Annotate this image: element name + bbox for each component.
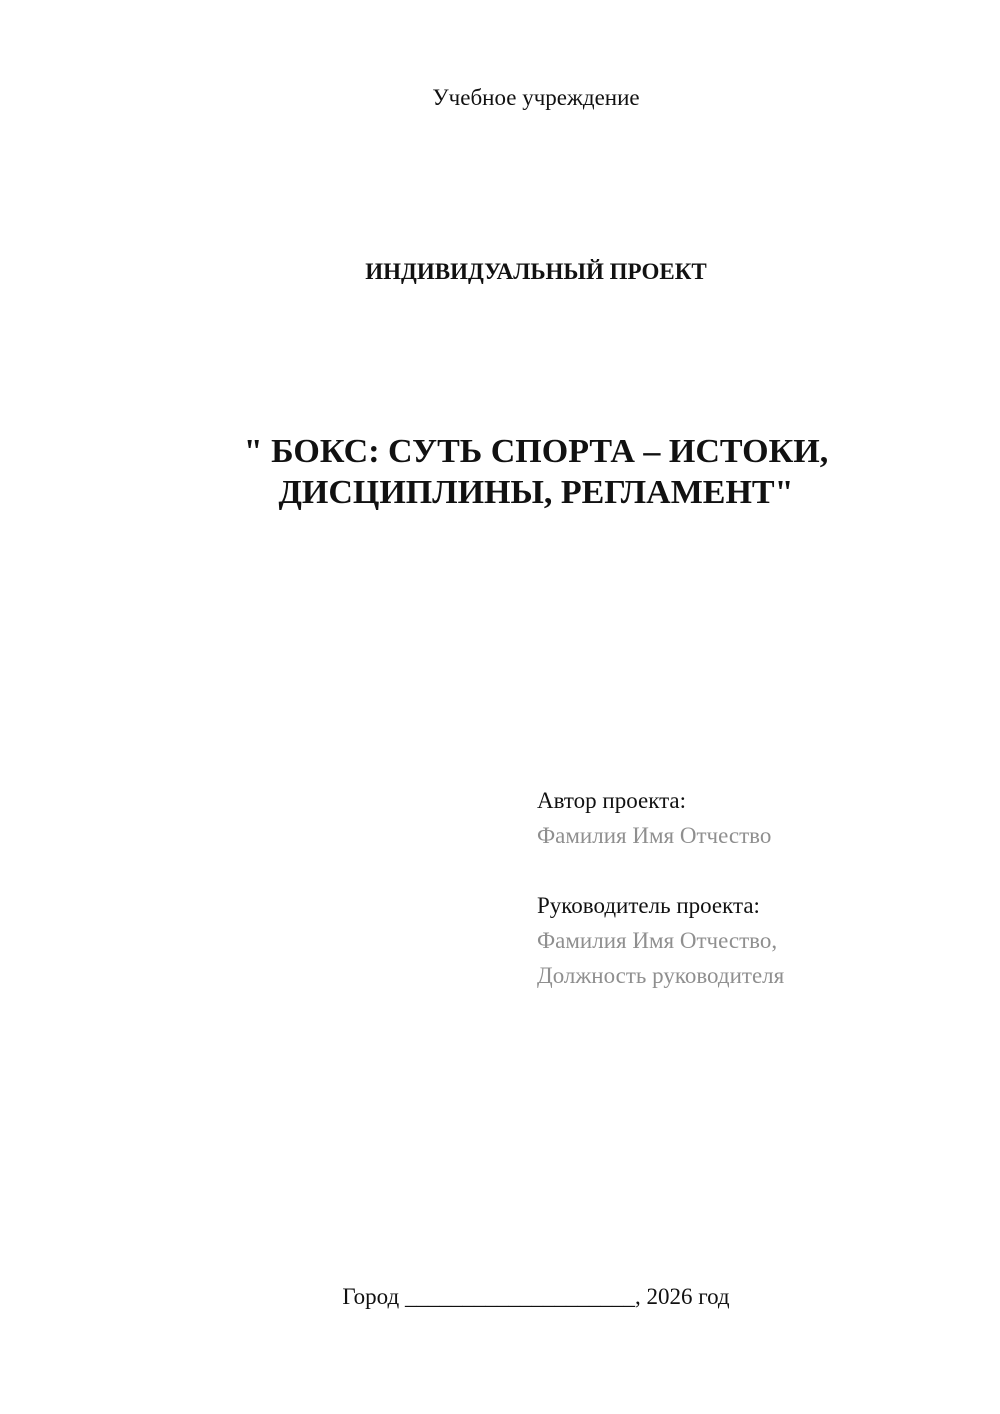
- supervisor-position-placeholder: Должность руководителя: [537, 963, 785, 988]
- supervisor-label: Руководитель проекта:: [537, 893, 760, 918]
- author-name-placeholder: Фамилия Имя Отчество: [537, 823, 772, 848]
- institution-line: Учебное учреждение: [432, 85, 640, 110]
- credits-block: [537, 783, 784, 993]
- author-label: Автор проекта:: [537, 788, 686, 813]
- project-type-heading: ИНДИВИДУАЛЬНЫЙ ПРОЕКТ: [365, 259, 707, 284]
- project-title: [143, 431, 929, 513]
- supervisor-name-placeholder: Фамилия Имя Отчество,: [537, 928, 778, 953]
- project-title-text: " БОКС: СУТЬ СПОРТА – ИСТОКИ, ДИСЦИПЛИНЫ, РЕГЛАМЕНТ": [243, 433, 829, 511]
- city-year-line: Город ____________________, 2026 год: [342, 1284, 730, 1309]
- credits-section-gap: [537, 853, 784, 888]
